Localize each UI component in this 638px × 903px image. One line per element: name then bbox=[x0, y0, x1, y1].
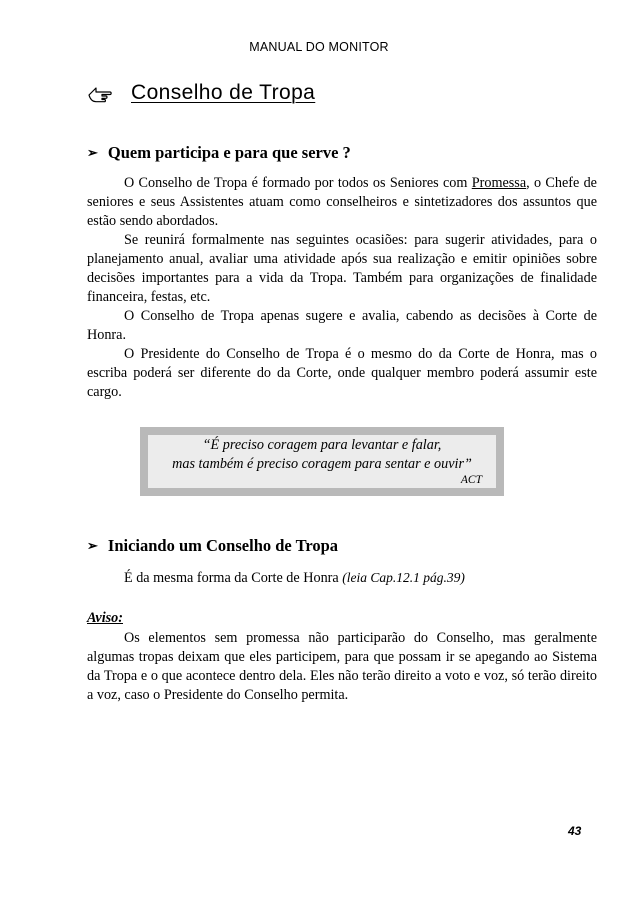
section1-body bbox=[87, 174, 597, 402]
page-title: Conselho de Tropa bbox=[131, 81, 316, 104]
section2-text: É da mesma forma da Corte de Honra bbox=[124, 570, 343, 586]
quote-box bbox=[140, 427, 504, 496]
section-heading-iniciando bbox=[87, 536, 338, 556]
title-row bbox=[87, 80, 315, 106]
paragraph: Os elementos sem promessa não participarão do Conselho, mas geralmente algumas tropas deixam que eles participem, para que possam ir se apegando ao Sistema da Tropa e o que acontece dentro dela. Eles não terão direito a voto e voz, só terão direito a voz, caso o Presidente do Conselho permita. bbox=[87, 630, 597, 703]
arrow-bullet-icon: ➢ bbox=[87, 538, 98, 553]
arrow-bullet-icon: ➢ bbox=[87, 145, 98, 160]
paragraph-text: , o Chefe de seniores e seus Assistentes atuam como conselheiros e sintetizadores dos assuntos que estão sendo abordados. bbox=[87, 175, 597, 229]
paragraph: O Conselho de Tropa apenas sugere e avalia, cabendo as decisões à Corte de Honra. bbox=[87, 308, 597, 343]
section-heading-text: Quem participa e para que serve ? bbox=[107, 143, 351, 162]
section2-line bbox=[124, 570, 465, 587]
section-heading-text: Iniciando um Conselho de Tropa bbox=[107, 536, 339, 555]
aviso-body bbox=[87, 629, 597, 705]
quote-author: ACT bbox=[460, 474, 482, 486]
page-header: MANUAL DO MONITOR bbox=[249, 40, 389, 54]
quote-box-inner bbox=[148, 435, 496, 488]
paragraph: Se reunirá formalmente nas seguintes ocasiões: para sugerir atividades, para o planejamento anual, avaliar uma atividade após sua realização e emitir opiniões sobre decisões importantes para a vida da Tropa. Também para organizações de finalidade financeira, festas, etc. bbox=[87, 232, 597, 305]
underlined-term: Promessa bbox=[471, 175, 527, 191]
pointing-hand-icon bbox=[87, 82, 113, 104]
page-number: 43 bbox=[568, 824, 582, 838]
section2-reference: (leia Cap.12.1 pág.39) bbox=[342, 570, 465, 585]
section-heading-participa bbox=[87, 143, 351, 163]
aviso-label: Aviso: bbox=[87, 610, 123, 626]
quote-line-2: mas também é preciso coragem para sentar e ouvir” bbox=[172, 456, 472, 472]
quote-line-1: “É preciso coragem para levantar e falar, bbox=[202, 437, 442, 453]
paragraph bbox=[87, 174, 597, 231]
paragraph: O Presidente do Conselho de Tropa é o mesmo do da Corte de Honra, mas o escriba poderá ser diferente do da Corte, onde qualquer membro poderá assumir este cargo. bbox=[87, 346, 597, 400]
paragraph-text: O Conselho de Tropa é formado por todos os Seniores com bbox=[124, 175, 472, 191]
